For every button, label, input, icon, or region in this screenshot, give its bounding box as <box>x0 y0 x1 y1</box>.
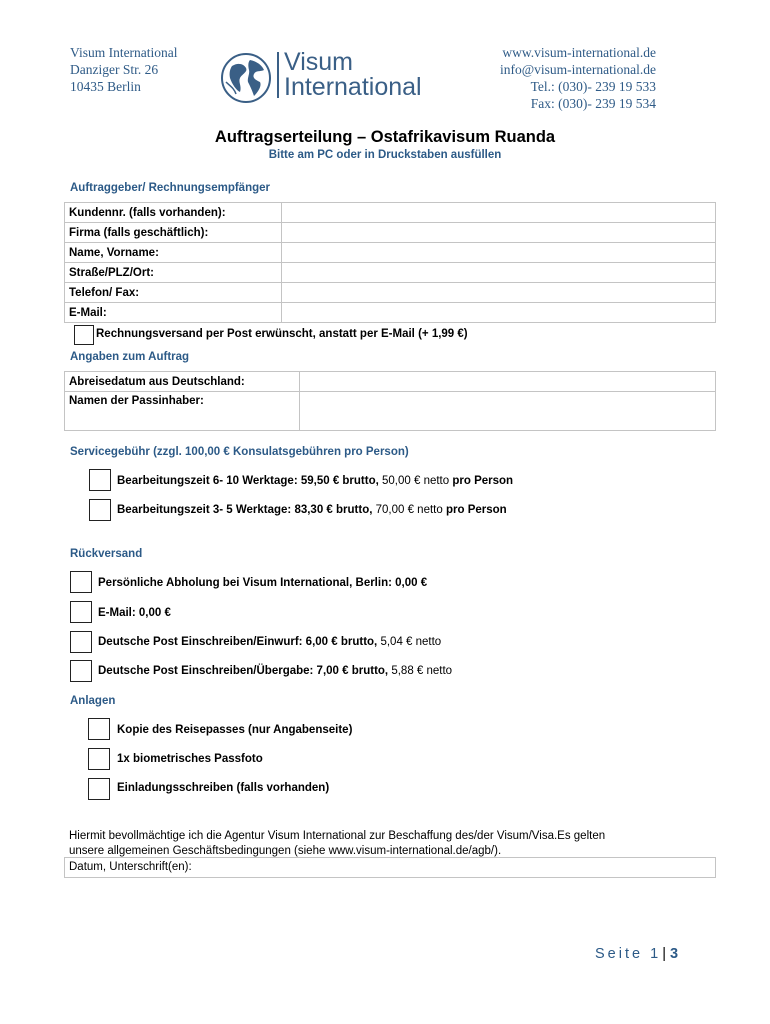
table-row <box>65 223 716 243</box>
service-option-suffix: pro Person <box>452 475 514 487</box>
table-row <box>65 243 716 263</box>
return-option-net: 5,04 € netto <box>377 636 442 648</box>
statement-line: unsere allgemeinen Geschäftsbedingungen (siehe www.visum-international.de/agb/). <box>69 845 502 857</box>
globe-icon <box>220 52 272 104</box>
departure-date-field[interactable] <box>300 372 716 392</box>
statement-line: Hiermit bevollmächtige ich die Agentur Visum International zur Beschaffung des/der Visum/Visa.Es gelten <box>69 830 606 842</box>
page-number <box>595 946 678 962</box>
address-line: Visum International <box>70 45 178 60</box>
phone-fax-field[interactable] <box>282 283 716 303</box>
table-row <box>65 283 716 303</box>
table-row <box>65 303 716 323</box>
table-row <box>65 392 716 431</box>
service-standard-checkbox[interactable] <box>89 469 111 491</box>
company-address <box>70 44 178 95</box>
attachment-invitation-checkbox[interactable] <box>88 778 110 800</box>
authorization-statement <box>69 829 719 859</box>
service-option-net: 70,00 € netto <box>372 504 446 516</box>
field-label: Straße/PLZ/Ort: <box>65 263 282 283</box>
order-table <box>64 371 716 431</box>
logo-text-international: International <box>284 73 422 101</box>
signature-field[interactable] <box>64 857 716 878</box>
return-option-net: 5,88 € netto <box>388 665 453 677</box>
service-option-suffix: pro Person <box>445 504 507 516</box>
return-post-einwurf-checkbox[interactable] <box>70 631 92 653</box>
service-heading: Servicegebühr (zzgl. 100,00 € Konsulatsgebühren pro Person) <box>70 446 409 458</box>
passport-holders-field[interactable] <box>300 392 716 431</box>
field-label: E-Mail: <box>65 303 282 323</box>
return-option-bold: Persönliche Abholung bei Visum International, Berlin: 0,00 € <box>98 577 428 589</box>
return-heading: Rückversand <box>70 548 143 560</box>
field-label: Name, Vorname: <box>65 243 282 263</box>
total-pages: 3 <box>670 946 679 962</box>
page-label: Seite <box>595 946 644 962</box>
return-email-checkbox[interactable] <box>70 601 92 623</box>
postal-invoice-label: Rechnungsversand per Post erwünscht, anstatt per E-Mail (+ 1,99 €) <box>96 328 468 340</box>
page-separator: | <box>662 946 666 962</box>
address-line: 10435 Berlin <box>70 79 141 94</box>
field-label: Abreisedatum aus Deutschland: <box>65 372 300 392</box>
fax-number: Fax: (030)- 239 19 534 <box>530 96 656 111</box>
email-field[interactable] <box>282 303 716 323</box>
table-row <box>65 372 716 392</box>
service-option-label <box>117 475 513 487</box>
service-option-bold: Bearbeitungszeit 6- 10 Werktage: 59,50 € brutto, <box>117 475 379 487</box>
attachment-label: Einladungsschreiben (falls vorhanden) <box>117 782 330 794</box>
address-field[interactable] <box>282 263 716 283</box>
current-page: 1 <box>650 946 659 962</box>
return-option-label <box>98 577 427 589</box>
field-label: Kundennr. (falls vorhanden): <box>65 203 282 223</box>
return-option-label <box>98 665 452 677</box>
field-label: Telefon/ Fax: <box>65 283 282 303</box>
client-heading: Auftraggeber/ Rechnungsempfänger <box>70 182 270 194</box>
logo <box>220 48 465 104</box>
order-heading: Angaben zum Auftrag <box>70 351 190 363</box>
attachments-heading: Anlagen <box>70 695 116 707</box>
return-post-uebergabe-checkbox[interactable] <box>70 660 92 682</box>
field-label: Namen der Passinhaber: <box>65 392 300 431</box>
service-express-checkbox[interactable] <box>89 499 111 521</box>
client-table <box>64 202 716 323</box>
signature-label: Datum, Unterschrift(en): <box>69 861 192 873</box>
attachment-label: Kopie des Reisepasses (nur Angabenseite) <box>117 724 353 736</box>
return-option-bold: Deutsche Post Einschreiben/Einwurf: 6,00 € brutto, <box>98 636 378 648</box>
customer-number-field[interactable] <box>282 203 716 223</box>
phone-number: Tel.: (030)- 239 19 533 <box>530 79 656 94</box>
service-option-label <box>117 504 507 516</box>
page-subtitle: Bitte am PC oder in Druckstaben ausfüllen <box>268 149 502 161</box>
email-link[interactable]: info@visum-international.de <box>499 62 656 77</box>
name-field[interactable] <box>282 243 716 263</box>
table-row <box>65 263 716 283</box>
table-row <box>65 203 716 223</box>
attachment-label: 1x biometrisches Passfoto <box>117 753 263 765</box>
service-option-bold: Bearbeitungszeit 3- 5 Werktage: 83,30 € brutto, <box>117 504 373 516</box>
return-pickup-checkbox[interactable] <box>70 571 92 593</box>
return-option-label <box>98 636 441 648</box>
address-line: Danziger Str. 26 <box>70 62 159 77</box>
return-option-bold: Deutsche Post Einschreiben/Übergabe: 7,00 € brutto, <box>98 665 389 677</box>
contact-info <box>500 44 656 112</box>
return-option-bold: E-Mail: 0,00 € <box>98 607 171 619</box>
postal-invoice-checkbox[interactable] <box>74 325 94 345</box>
logo-divider <box>277 52 279 98</box>
page-title: Auftragserteilung – Ostafrikavisum Ruanda <box>214 128 556 146</box>
attachment-photo-checkbox[interactable] <box>88 748 110 770</box>
field-label: Firma (falls geschäftlich): <box>65 223 282 243</box>
service-option-net: 50,00 € netto <box>378 475 453 487</box>
return-option-label <box>98 607 171 619</box>
website-link[interactable]: www.visum-international.de <box>502 45 656 60</box>
company-field[interactable] <box>282 223 716 243</box>
attachment-passport-copy-checkbox[interactable] <box>88 718 110 740</box>
logo-text-visum: Visum <box>284 48 354 76</box>
